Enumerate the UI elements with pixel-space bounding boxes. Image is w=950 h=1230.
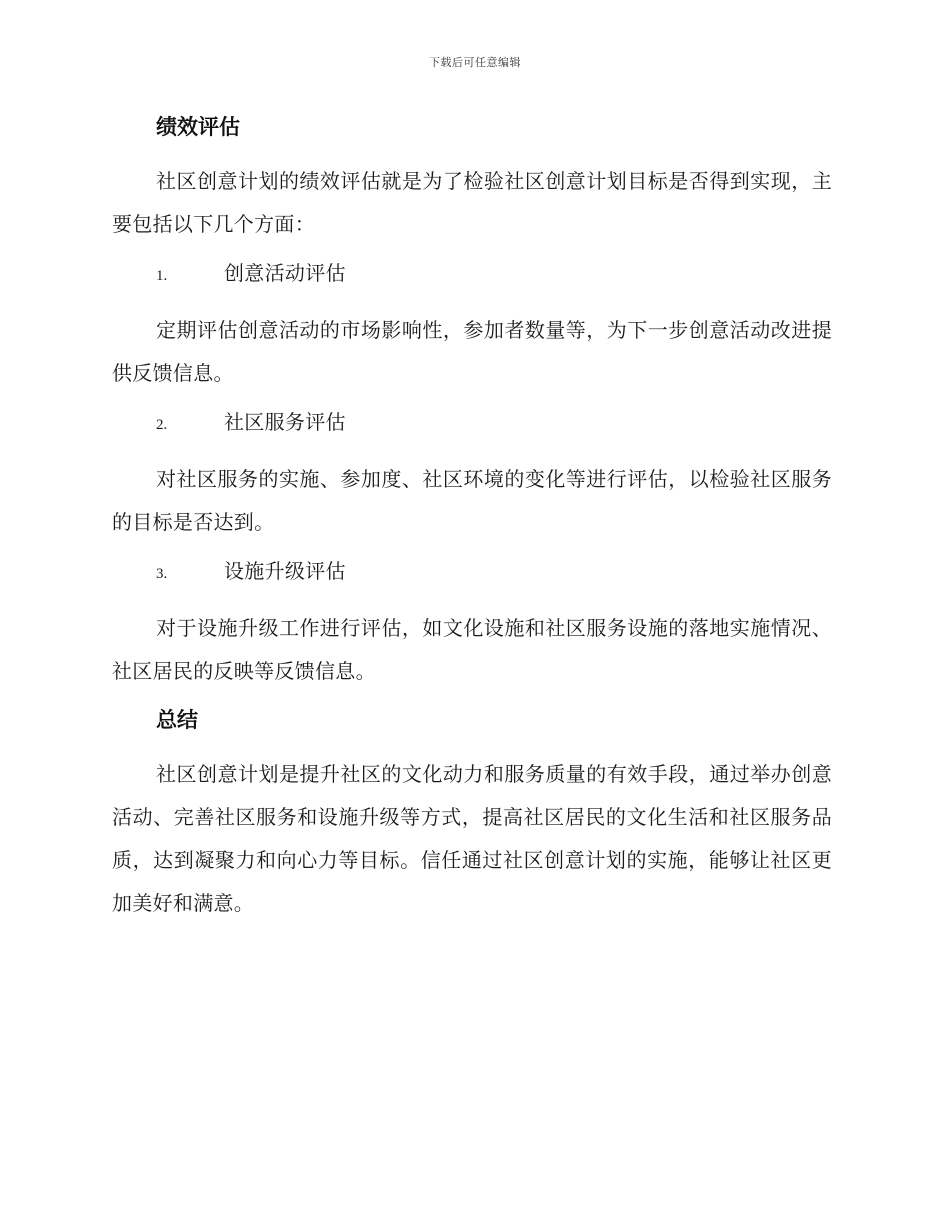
list-item-3-description: 对于设施升级工作进行评估，如文化设施和社区服务设施的落地实施情况、社区居民的反映等反馈信息。 xyxy=(112,616,832,683)
list-item-title: 设施升级评估 xyxy=(224,559,346,583)
page-header: 下载后可任意编辑 xyxy=(429,56,521,69)
list-item-1 xyxy=(112,254,832,295)
list-number: 1. xyxy=(156,268,168,284)
list-item-3 xyxy=(112,552,832,593)
performance-intro-paragraph: 社区创意计划的绩效评估就是为了检验社区创意计划目标是否得到实现，主要包括以下几个方面： xyxy=(112,169,832,236)
list-item-2 xyxy=(112,403,832,444)
section-heading-summary: 总结 xyxy=(156,708,198,732)
list-item-2-description: 对社区服务的实施、参加度、社区环境的变化等进行评估，以检验社区服务的目标是否达到。 xyxy=(112,467,832,534)
list-number: 2. xyxy=(156,417,168,433)
section-heading-performance: 绩效评估 xyxy=(156,115,240,139)
list-item-title: 创意活动评估 xyxy=(224,261,346,285)
summary-paragraph: 社区创意计划是提升社区的文化动力和服务质量的有效手段，通过举办创意活动、完善社区服务和设施升级等方式，提高社区居民的文化生活和社区服务品质，达到凝聚力和向心力等目标。信任通过社区创意计划的实施，能够让社区更加美好和满意。 xyxy=(112,762,832,915)
list-number: 3. xyxy=(156,566,168,582)
list-item-title: 社区服务评估 xyxy=(224,410,346,434)
list-item-1-description: 定期评估创意活动的市场影响性，参加者数量等，为下一步创意活动改进提供反馈信息。 xyxy=(112,318,832,385)
document-body xyxy=(112,108,832,933)
